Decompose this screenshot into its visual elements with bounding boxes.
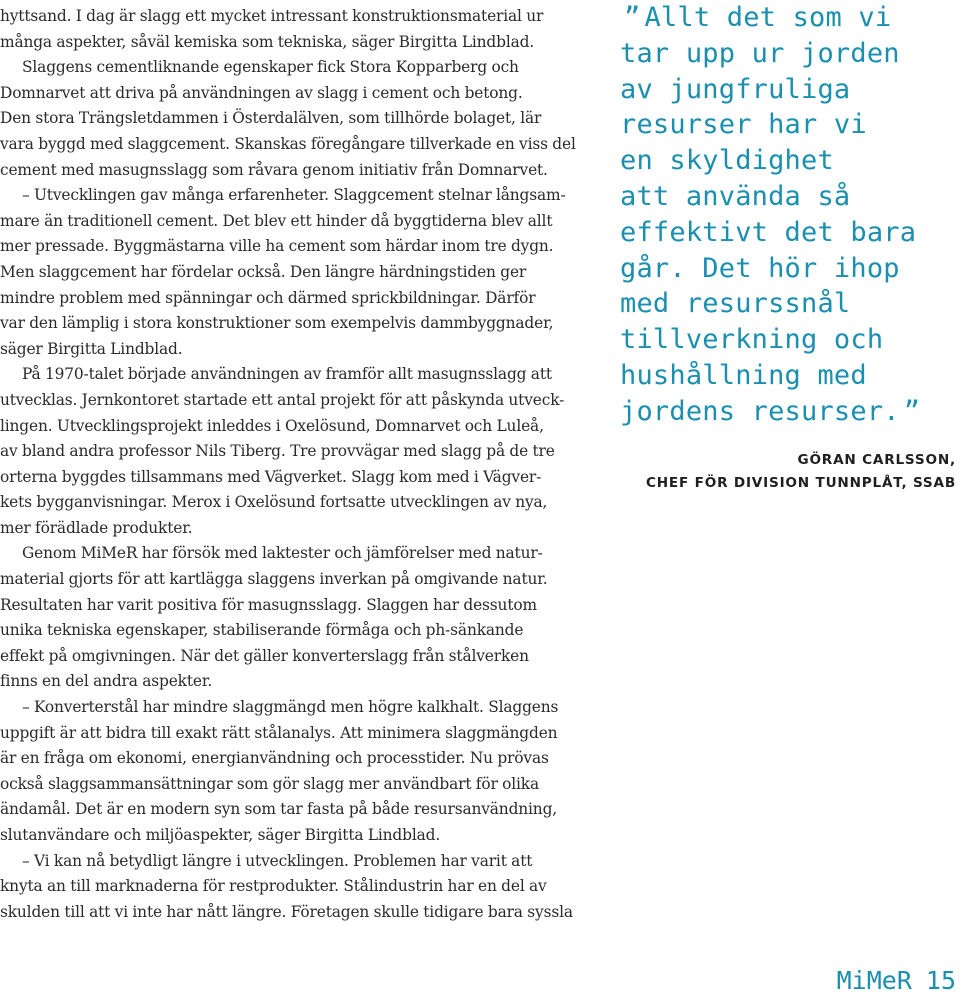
page-number: 15 <box>925 966 956 995</box>
article-line: skulden till att vi inte har nått längre. Företagen skulle tidigare bara syssla <box>0 902 573 921</box>
pull-quote-line-text: Allt det som vi <box>644 2 892 33</box>
article-line: – Vi kan nå betydligt längre i utvecklingen. Problemen har varit att <box>22 851 533 870</box>
quote-attribution <box>646 449 956 495</box>
pull-quote-line: att använda så <box>620 180 851 212</box>
article-line: material gjorts för att kartlägga slaggens inverkan på omgivande natur. <box>0 570 548 589</box>
pull-quote-line: av jungfruliga <box>620 73 851 105</box>
attribution-name: GÖRAN CARLSSON, <box>797 452 956 468</box>
article-line: Men slaggcement har fördelar också. Den längre härdningstiden ger <box>0 262 527 281</box>
article-line: mer förädlade produkter. <box>0 518 193 537</box>
article-line: Resultaten har varit positiva för masugnsslagg. Slaggen har dessutom <box>0 595 537 614</box>
article-line: utvecklas. Jernkontoret startade ett antal projekt för att påskynda utveck- <box>0 390 565 409</box>
article-line: många aspekter, såväl kemiska som tekniska, säger Birgitta Lindblad. <box>0 32 535 51</box>
article-body <box>0 4 576 925</box>
article-line: unika tekniska egenskaper, stabiliserande förmåga och ph-sänkande <box>0 621 524 640</box>
article-line: Genom MiMeR har försök med laktester och jämförelser med natur- <box>22 544 543 563</box>
pull-quote-line: med resurssnål <box>620 288 851 320</box>
article-line: – Konverterstål har mindre slaggmängd men högre kalkhalt. Slaggens <box>22 698 559 717</box>
article-line: lingen. Utvecklingsprojekt inleddes i Oxelösund, Domnarvet och Luleå, <box>0 416 544 435</box>
article-line: mer pressade. Byggmästarna ville ha cement som härdar inom tre dygn. <box>0 237 554 256</box>
article-line: uppgift är att bidra till exakt rätt stålanalys. Att minimera slaggmängden <box>0 723 558 742</box>
article-line: mare än traditionell cement. Det blev ett hinder då byggtiderna blev allt <box>0 211 553 230</box>
pull-quote-line: tar upp ur jorden <box>620 37 900 69</box>
article-line: På 1970-talet började användningen av framför allt masugnsslagg att <box>22 365 552 384</box>
article-line: Den stora Trängsletdammen i Österdalälven, som tillhörde bolaget, lär <box>0 109 542 128</box>
article-line: orterna byggdes tillsammans med Vägverket. Slagg kom med i Vägver- <box>0 467 542 486</box>
brand-logo: MiMeR <box>836 966 912 995</box>
article-line: – Utvecklingen gav många erfarenheter. Slaggcement stelnar långsam- <box>22 186 566 205</box>
article-line: knyta an till marknaderna för restprodukter. Stålindustrin har en del av <box>0 877 547 896</box>
article-line: mindre problem med spänningar och därmed sprickbildningar. Därför <box>0 288 536 307</box>
open-quote-mark: ” <box>624 2 641 33</box>
article-line: kets bygganvisningar. Merox i Oxelösund fortsatte utvecklingen av nya, <box>0 493 548 512</box>
pull-quote-line <box>620 0 960 36</box>
close-quote-mark: ” <box>903 395 921 427</box>
article-line: säger Birgitta Lindblad. <box>0 339 183 358</box>
article-line: var den lämplig i stora konstruktioner som exempelvis dammbyggnader, <box>0 314 554 333</box>
article-line: slutanvändare och miljöaspekter, säger Birgitta Lindblad. <box>0 826 441 844</box>
article-line: ändamål. Det är en modern syn som tar fasta på både resursanvändning, <box>0 800 558 819</box>
article-line: effekt på omgivningen. När det gäller konverterslagg från stålverken <box>0 646 529 665</box>
pull-quote-line: hushållning med <box>620 359 867 391</box>
article-line: hyttsand. I dag är slagg ett mycket intressant konstruktionsmaterial ur <box>0 7 544 25</box>
pull-quote-line <box>620 394 960 430</box>
article-line: Slaggens cementliknande egenskaper fick Stora Kopparberg och <box>22 58 519 77</box>
page-footer <box>837 966 956 996</box>
attribution-title: CHEF FÖR DIVISION TUNNPLÅT, SSAB <box>645 475 956 491</box>
pull-quote-line: en skyldighet <box>620 145 834 177</box>
article-line: också slaggsammansättningar som gör slagg mer användbart för olika <box>0 774 539 793</box>
pull-quote-line: går. Det hör ihop <box>620 252 900 284</box>
pull-quote-line-text: jordens resurser. <box>620 395 900 427</box>
article-line: Domnarvet att driva på användningen av slagg i cement och betong. <box>0 83 523 102</box>
pull-quote-line: effektivt det bara <box>620 216 917 248</box>
article-line: av bland andra professor Nils Tiberg. Tre provvägar med slagg på de tre <box>0 442 555 461</box>
pull-quote <box>620 0 960 430</box>
pull-quote-line: tillverkning och <box>620 324 884 356</box>
pull-quote-line: resurser har vi <box>620 109 867 141</box>
article-line: är en fråga om ekonomi, energianvändning och processtider. Nu prövas <box>0 749 549 768</box>
article-line: finns en del andra aspekter. <box>0 672 213 691</box>
article-line: cement med masugnsslagg som råvara genom initiativ från Domnarvet. <box>0 160 548 179</box>
article-line: vara byggd med slaggcement. Skanskas föregångare tillverkade en viss del <box>0 134 576 153</box>
